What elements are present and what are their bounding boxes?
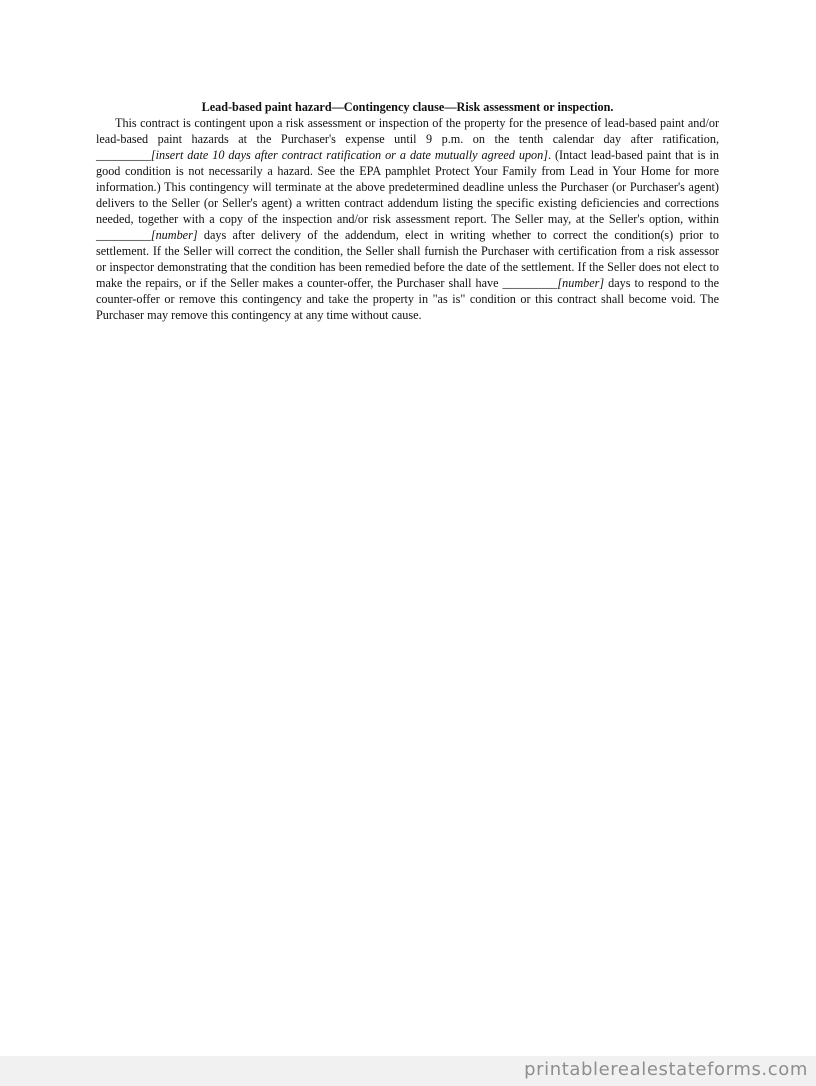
purchaser-days-instruction: [number]: [557, 276, 605, 290]
document-content: [96, 99, 719, 323]
clause-text-part-1: This contract is contingent upon a risk assessment or inspection of the property for the presence of lead-based paint and/or lead-based paint hazards at the Purchaser's expense until 9 p.m. on the tenth calendar day after ratification,: [96, 116, 719, 146]
seller-days-instruction: [number]: [150, 228, 198, 242]
seller-days-blank: [96, 228, 198, 242]
clause-text-part-2: . (Intact lead-based paint that is in good condition is not necessarily a hazard. See the EPA pamphlet Protect Your Family from Lead in Your Home for more information.) This contingency will terminate at the above predetermined deadline unless the Purchaser (or Purchaser's agent) delivers to the Seller (or Seller's agent) a written contract addendum listing the specific existing deficiencies and corrections needed, together with a copy of the inspection and/or risk assessment report. The Seller may, at the Seller's option, within: [96, 148, 719, 226]
footer-bar: [0, 1056, 816, 1086]
date-blank: [96, 148, 548, 162]
date-blank-line: _________: [96, 148, 151, 162]
clause-text-part-3: days after delivery of the addendum, elect in writing whether to correct the condition(s) prior to settlement. If the Seller will correct the condition, the Seller shall furnish the Purchaser with certification from a risk assessor or inspector demonstrating that the condition has been remedied before the date of the settlement. If the Seller does not elect to make the repairs, or if the Seller makes a counter-offer, the Purchaser shall have: [96, 228, 719, 290]
purchaser-days-blank: [503, 276, 605, 290]
clause-text-part-4: days to respond to the counter-offer or remove this contingency and take the property in "as is" condition or this contract shall become void. The Purchaser may remove this contingency at any time without cause.: [96, 276, 719, 322]
date-blank-instruction: [insert date 10 days after contract ratification or a date mutually agreed upon]: [150, 148, 548, 162]
contingency-clause-paragraph: [96, 115, 719, 323]
purchaser-days-blank-line: _________: [502, 276, 558, 290]
document-title: Lead-based paint hazard—Contingency clause—Risk assessment or inspection.: [201, 100, 614, 114]
seller-days-blank-line: _________: [96, 228, 151, 242]
site-watermark: printablerealestateforms.com: [524, 1059, 808, 1080]
